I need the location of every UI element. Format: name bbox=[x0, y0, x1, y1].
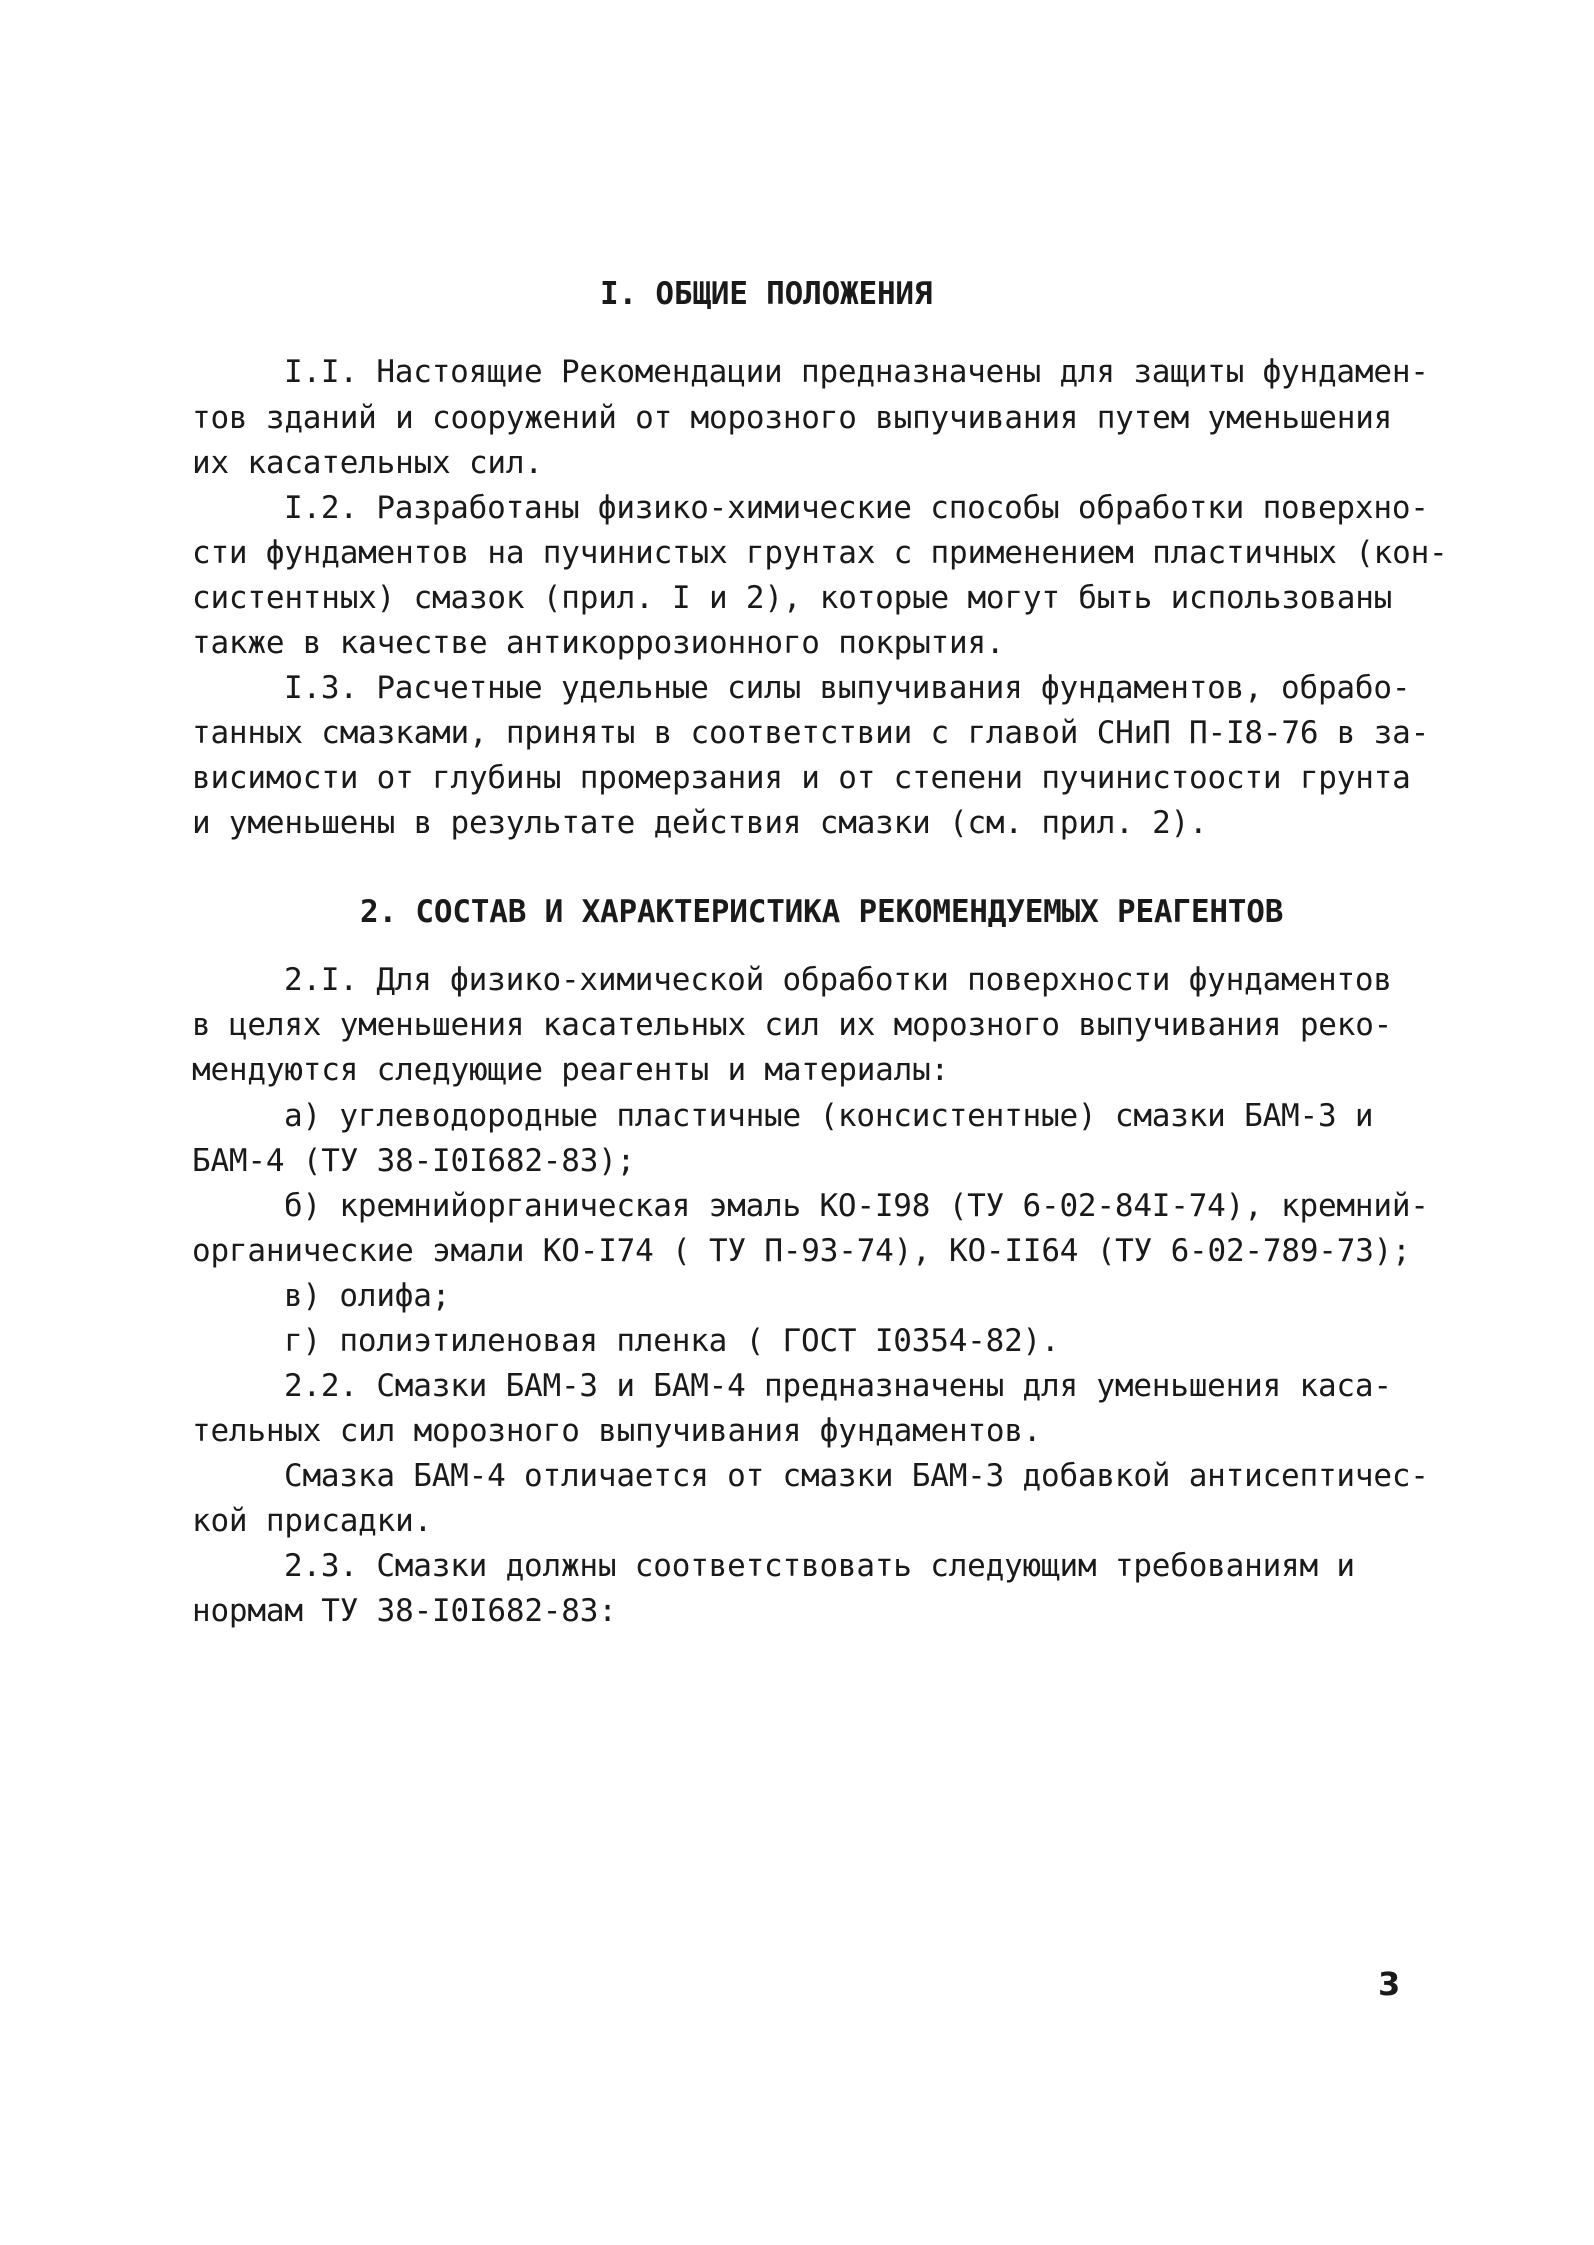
paragraph-1-3-line-1: I.3. Расчетные удельные силы выпучивания фундаментов, обрабо- bbox=[284, 670, 1411, 706]
paragraph-2-1-line-2: в целях уменьшения касательных сил их морозного выпучивания реко- bbox=[192, 1007, 1393, 1043]
page-number: 3 bbox=[1378, 1965, 1401, 2003]
paragraph-2-2b-line-1: Смазка БАМ-4 отличается от смазки БАМ-3 добавкой антисептичес- bbox=[284, 1458, 1429, 1494]
item-a-line-1: а) углеводородные пластичные (консистентные) смазки БАМ-3 и bbox=[284, 1098, 1374, 1134]
item-c: в) олифа; bbox=[284, 1278, 451, 1314]
item-a-line-2: БАМ-4 (ТУ 38-I0I682-83); bbox=[192, 1143, 636, 1179]
section-1-heading: I. ОБЩИЕ ПОЛОЖЕНИЯ bbox=[600, 276, 933, 312]
paragraph-1-2-line-4: также в качестве антикоррозионного покрытия. bbox=[192, 625, 1005, 661]
paragraph-1-1-line-2: тов зданий и сооружений от морозного выпучивания путем уменьшения bbox=[192, 400, 1393, 436]
paragraph-1-2-line-2: сти фундаментов на пучинистых грунтах с применением пластичных (кон- bbox=[192, 535, 1448, 571]
paragraph-2-3-line-1: 2.3. Смазки должны соответствовать следующим требованиям и bbox=[284, 1548, 1355, 1584]
paragraph-2-2-line-1: 2.2. Смазки БАМ-3 и БАМ-4 предназначены для уменьшения каса- bbox=[284, 1368, 1392, 1404]
item-b-line-1: б) кремнийорганическая эмаль КО-I98 (ТУ 6-02-84I-74), кремний- bbox=[284, 1188, 1429, 1224]
paragraph-1-2-line-3: систентных) смазок (прил. I и 2), которые могут быть использованы bbox=[192, 580, 1393, 616]
section-2-heading: 2. СОСТАВ И ХАРАКТЕРИСТИКА РЕКОМЕНДУЕМЫХ РЕАГЕНТОВ bbox=[360, 894, 1284, 930]
paragraph-1-3-line-4: и уменьшены в результате действия смазки (см. прил. 2). bbox=[192, 805, 1208, 841]
paragraph-1-1-line-1: I.I. Настоящие Рекомендации предназначены для защиты фундамен- bbox=[284, 354, 1429, 390]
item-d: г) полиэтиленовая пленка ( ГОСТ I0354-82). bbox=[284, 1323, 1060, 1359]
paragraph-2-3-line-2: нормам ТУ 38-I0I682-83: bbox=[192, 1593, 617, 1629]
paragraph-2-1-line-3: мендуются следующие реагенты и материалы: bbox=[192, 1052, 950, 1088]
paragraph-1-3-line-2: танных смазками, приняты в соответствии с главой СНиП П-I8-76 в за- bbox=[192, 715, 1430, 751]
paragraph-1-1-line-3: их касательных сил. bbox=[192, 445, 543, 481]
item-b-line-2: органические эмали КО-I74 ( ТУ П-93-74), КО-II64 (ТУ 6-02-789-73); bbox=[192, 1233, 1411, 1269]
paragraph-2-2-line-2: тельных сил морозного выпучивания фундаментов. bbox=[192, 1413, 1042, 1449]
paragraph-2-1-line-1: 2.I. Для физико-химической обработки поверхности фундаментов bbox=[284, 962, 1392, 998]
paragraph-2-2b-line-2: кой присадки. bbox=[192, 1503, 433, 1539]
paragraph-1-2-line-1: I.2. Разработаны физико-химические способы обработки поверхно- bbox=[284, 490, 1429, 526]
paragraph-1-3-line-3: висимости от глубины промерзания и от степени пучинистоости грунта bbox=[192, 760, 1411, 796]
